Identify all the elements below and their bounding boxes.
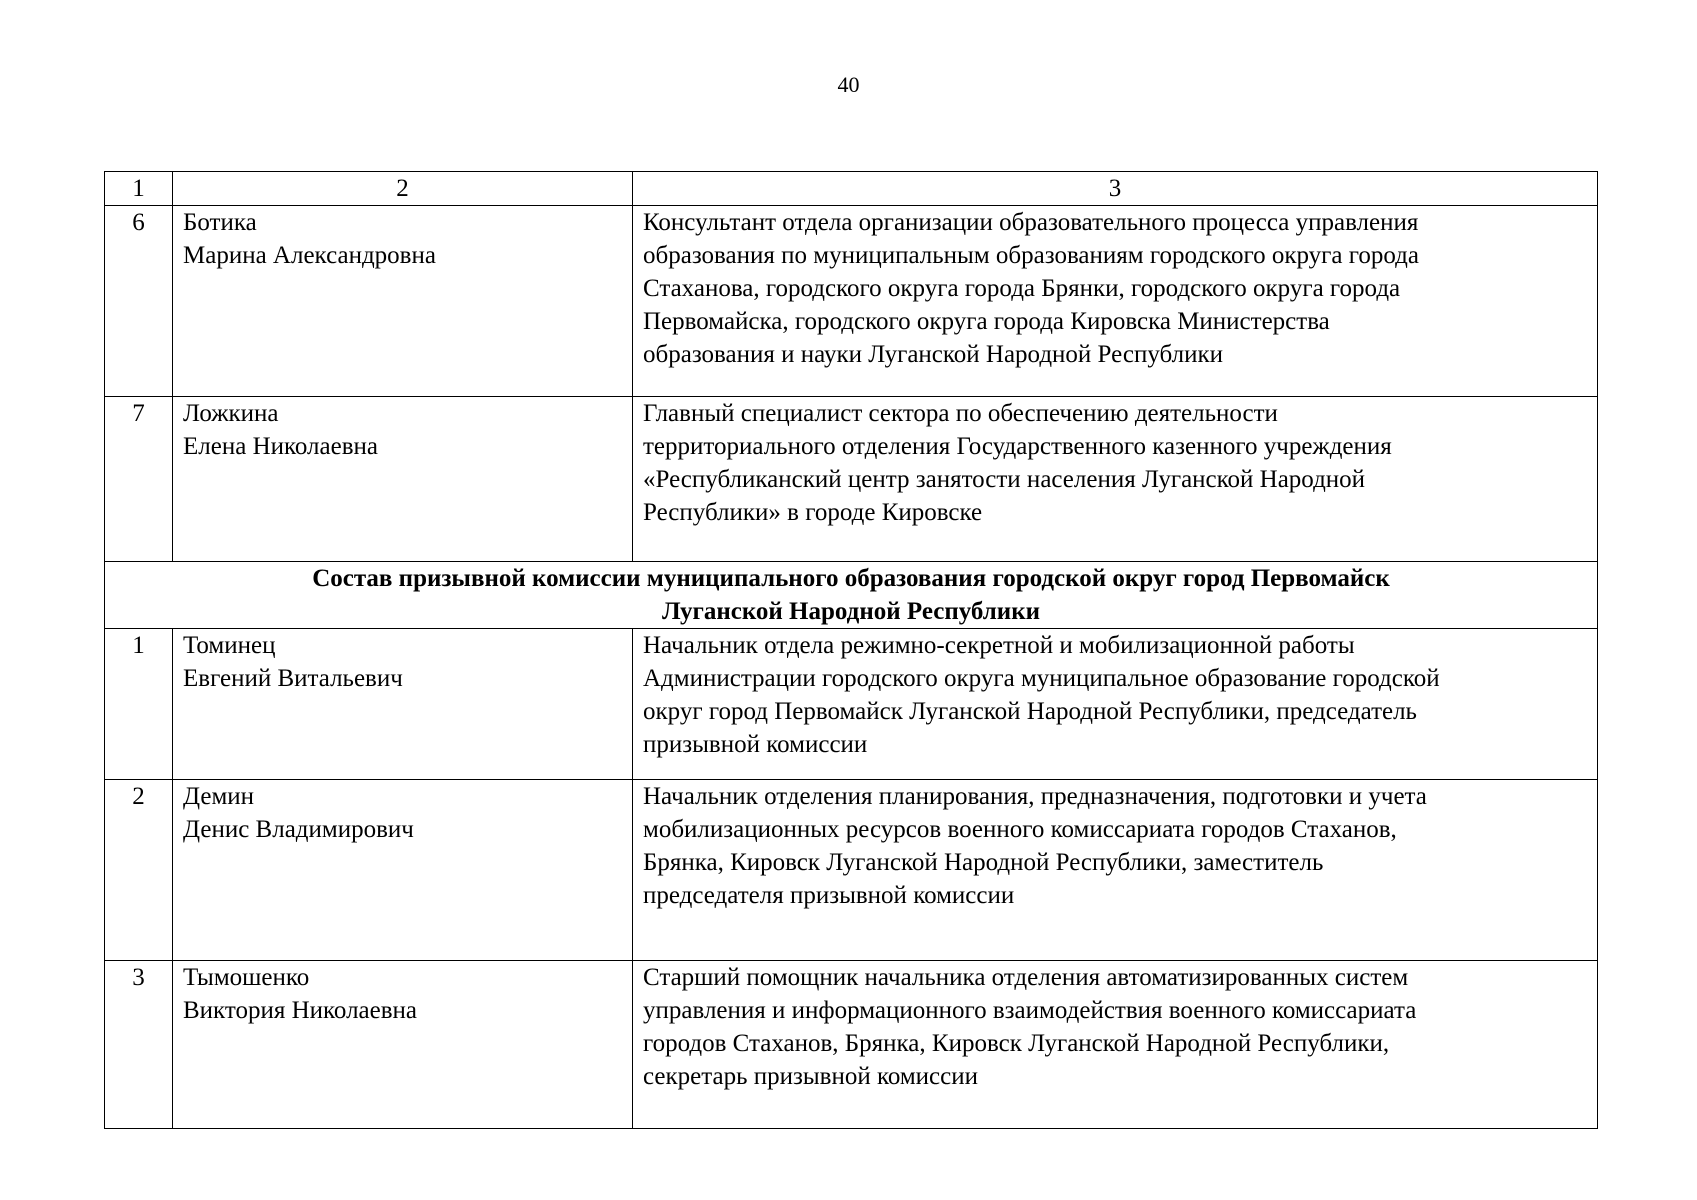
surname: Демин [183, 783, 255, 810]
position-line: Старший помощник начальника отделения автоматизированных систем [643, 964, 1409, 991]
position-description [633, 961, 1598, 1129]
person-name [173, 629, 633, 780]
row-number: 2 [105, 780, 173, 961]
surname: Томинец [183, 632, 276, 659]
given-names: Виктория Николаевна [183, 997, 418, 1024]
section-heading-row [105, 562, 1598, 629]
position-line: округ город Первомайск Луганской Народной Республики, председатель [643, 698, 1417, 725]
table-row [105, 206, 1598, 397]
table-header-row [105, 172, 1598, 206]
position-line: территориального отделения Государственного казенного учреждения [643, 433, 1392, 460]
person-name [173, 397, 633, 562]
table-row [105, 961, 1598, 1129]
position-line: образования по муниципальным образованиям городского округа города [643, 242, 1419, 269]
surname: Ботика [183, 209, 257, 236]
commission-table [104, 171, 1598, 1129]
position-line: управления и информационного взаимодействия военного комиссариата [643, 997, 1417, 1024]
row-number: 1 [105, 629, 173, 780]
section-heading [105, 562, 1598, 629]
position-line: Начальник отдела режимно-секретной и мобилизационной работы [643, 632, 1355, 659]
section-heading-line: Состав призывной комиссии муниципального образования городской округ город Первомайск [312, 565, 1390, 592]
page-number: 40 [837, 72, 860, 97]
given-names: Марина Александровна [183, 242, 436, 269]
given-names: Евгений Витальевич [183, 665, 403, 692]
position-line: Республики» в городе Кировске [643, 499, 983, 526]
position-line: Стаханова, городского округа города Брянки, городского округа города [643, 275, 1401, 302]
position-line: Консультант отдела организации образовательного процесса управления [643, 209, 1419, 236]
position-line: Начальник отделения планирования, предназначения, подготовки и учета [643, 783, 1427, 810]
column-number-3: 3 [633, 172, 1598, 206]
row-number: 7 [105, 397, 173, 562]
column-number-2: 2 [173, 172, 633, 206]
position-line: Администрации городского округа муниципальное образование городской [643, 665, 1440, 692]
position-line: мобилизационных ресурсов военного комиссариата городов Стаханов, [643, 816, 1397, 843]
row-number: 3 [105, 961, 173, 1129]
position-line: председателя призывной комиссии [643, 882, 1015, 909]
given-names: Денис Владимирович [183, 816, 414, 843]
position-description [633, 206, 1598, 397]
position-line: секретарь призывной комиссии [643, 1063, 979, 1090]
person-name [173, 961, 633, 1129]
position-line: городов Стаханов, Брянка, Кировск Луганской Народной Республики, [643, 1030, 1390, 1057]
position-description [633, 629, 1598, 780]
surname: Ложкина [183, 400, 279, 427]
position-line: Первомайска, городского округа города Кировска Министерства [643, 308, 1330, 335]
column-number-1: 1 [105, 172, 173, 206]
given-names: Елена Николаевна [183, 433, 378, 460]
position-description [633, 397, 1598, 562]
person-name [173, 206, 633, 397]
row-number: 6 [105, 206, 173, 397]
position-line: образования и науки Луганской Народной Республики [643, 341, 1223, 368]
position-line: Главный специалист сектора по обеспечению деятельности [643, 400, 1278, 427]
person-name [173, 780, 633, 961]
table-row [105, 629, 1598, 780]
table-row [105, 780, 1598, 961]
section-heading-line: Луганской Народной Республики [661, 598, 1041, 625]
position-description [633, 780, 1598, 961]
position-line: призывной комиссии [643, 731, 868, 758]
position-line: Брянка, Кировск Луганской Народной Республики, заместитель [643, 849, 1324, 876]
table-row [105, 397, 1598, 562]
position-line: «Республиканский центр занятости населения Луганской Народной [643, 466, 1366, 493]
surname: Тымошенко [183, 964, 310, 991]
